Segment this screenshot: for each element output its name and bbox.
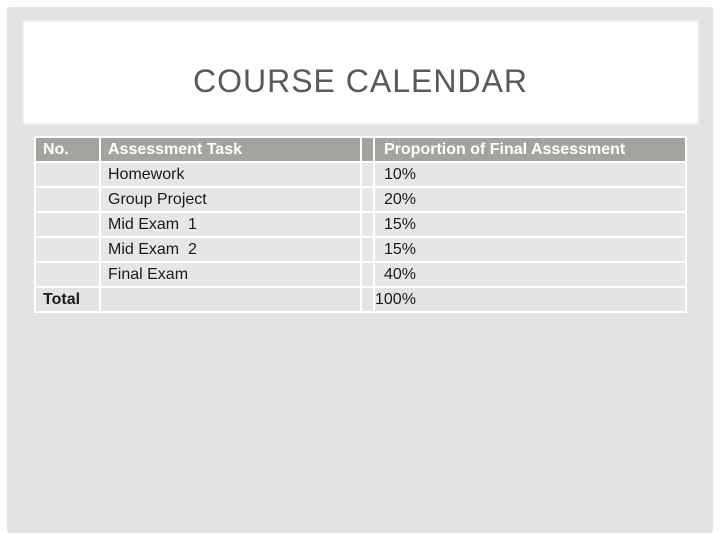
header-assessment-task: Assessment Task <box>100 137 361 162</box>
table-total-row <box>35 287 686 312</box>
total-spacer <box>361 287 374 312</box>
title-box <box>22 20 699 125</box>
cell-proportion: 10% <box>374 162 686 187</box>
cell-proportion: 15% <box>374 237 686 262</box>
header-proportion: Proportion of Final Assessment <box>374 137 686 162</box>
cell-no <box>35 187 100 212</box>
cell-no <box>35 237 100 262</box>
cell-spacer <box>361 237 374 262</box>
header-no: No. <box>35 137 100 162</box>
cell-spacer <box>361 162 374 187</box>
cell-task: Final Exam <box>100 262 361 287</box>
cell-proportion: 20% <box>374 187 686 212</box>
table-row <box>35 187 686 212</box>
total-proportion: 100% <box>374 287 686 312</box>
cell-no <box>35 162 100 187</box>
cell-no <box>35 212 100 237</box>
cell-spacer <box>361 212 374 237</box>
assessment-table <box>34 136 687 313</box>
slide <box>7 7 713 533</box>
cell-spacer <box>361 262 374 287</box>
table-row <box>35 262 686 287</box>
cell-proportion: 15% <box>374 212 686 237</box>
table-row <box>35 162 686 187</box>
cell-task: Homework <box>100 162 361 187</box>
cell-no <box>35 262 100 287</box>
total-label: Total <box>35 287 100 312</box>
cell-proportion: 40% <box>374 262 686 287</box>
cell-spacer <box>361 187 374 212</box>
slide-title: COURSE CALENDAR <box>192 63 529 99</box>
cell-task: Mid Exam 1 <box>100 212 361 237</box>
header-spacer <box>361 137 374 162</box>
cell-task: Mid Exam 2 <box>100 237 361 262</box>
total-task-empty <box>100 287 361 312</box>
table-row <box>35 212 686 237</box>
table-row <box>35 237 686 262</box>
table-header-row <box>35 137 686 162</box>
cell-task: Group Project <box>100 187 361 212</box>
